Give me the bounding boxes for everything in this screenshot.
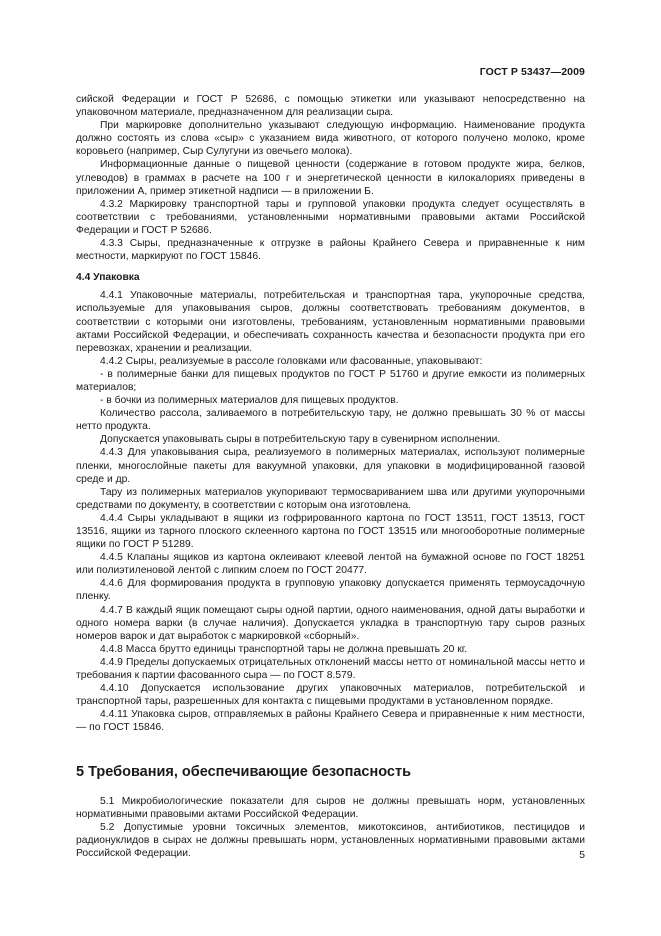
clause-4-3-2: 4.3.2 Маркировку транспортной тары и групповой упаковки продукта следует осуществлять в соответствии с требованиями, установленными нормативными правовыми актами Российской Федерации и ГОСТ Р 52686.: [76, 198, 585, 236]
clause-4-4-1: 4.4.1 Упаковочные материалы, потребительская и транспортная тара, укупорочные средства, используемые для упаковывания сыров, должны соответствовать требованиям документов, в соответствии с которыми они изготовлены, требованиям, установленным нормативными правовыми актами Российской Федерации, и обеспечивать сохранность качества и безопасности продукта при его перевозках, хранении и реализации.: [76, 290, 585, 354]
clause-4-4-7: 4.4.7 В каждый ящик помещают сыры одной партии, одного наименования, одной даты выработки и одного номера варки (в случае наличия). Допускается укладка в транспортную тару сыров разных номеров варок и дат выработок с маркировкой «сборный».: [76, 604, 585, 642]
standard-code-header: ГОСТ Р 53437—2009: [479, 66, 585, 78]
clause-4-4-3: 4.4.3 Для упаковывания сыра, реализуемого в полимерных материалах, используют полимерные пленки, многослойные пакеты для вакуумной упаковки, для упаковки в модифицированной газовой среде и др.: [76, 447, 585, 485]
clause-5-2: 5.2 Допустимые уровни токсичных элементов, микотоксинов, антибиотиков, пестицидов и радионуклидов в сырах не должны превышать норм, установленных нормативными правовыми актами Российской Федерации.: [76, 821, 585, 859]
paragraph: сийской Федерации и ГОСТ Р 52686, с помощью этикетки или указывают непосредственно на упаковочном материале, предназначенном для реализации сыра.: [76, 94, 585, 119]
clause-4-4-8: 4.4.8 Масса брутто единицы транспортной тары не должна превышать 20 кг.: [100, 643, 468, 655]
clause-4-4-11: 4.4.11 Упаковка сыров, отправляемых в районы Крайнего Севера и приравненные к ним местности, — по ГОСТ 15846.: [76, 709, 585, 734]
clause-4-4-10: 4.4.10 Допускается использование других упаковочных материалов, потребительской и транспортной тары, разрешенных для контакта с пищевыми продуктами в установленном порядке.: [76, 683, 585, 708]
paragraph: Тару из полимерных материалов укупоривают термосвариванием шва или другими укупорочными средствами по документу, в соответствии с которым она изготовлена.: [76, 486, 585, 511]
section-heading-5: 5 Требования, обеспечивающие безопасность: [76, 763, 411, 780]
clause-4-3-3: 4.3.3 Сыры, предназначенные к отгрузке в районы Крайнего Севера и приравненные к ним местности, маркируют по ГОСТ 15846.: [76, 238, 585, 263]
paragraph: Количество рассола, заливаемого в потребительскую тару, не должно превышать 30 % от массы нетто продукта.: [76, 408, 585, 433]
clause-4-4-2: 4.4.2 Сыры, реализуемые в рассоле головками или фасованные, упаковывают:: [100, 355, 483, 367]
clause-4-4-5: 4.4.5 Клапаны ящиков из картона оклеивают клеевой лентой на бумажной основе по ГОСТ 18251 или полиэтиленовой лентой с липким слоем по ГОСТ 20477.: [76, 552, 585, 577]
paragraph: Информационные данные о пищевой ценности (содержание в готовом продукте жира, белков, углеводов) в граммах в расчете на 100 г и энергетической ценности в килокалориях приведены в приложении А, пример этикетной надписи — в приложении Б.: [76, 159, 585, 197]
document-body: [76, 93, 585, 860]
clause-4-4-4: 4.4.4 Сыры укладывают в ящики из гофрированного картона по ГОСТ 13511, ГОСТ 13513, ГОСТ 13516, ящики из тарного плоского склеенного картона по ГОСТ 13515 или многооборотные полимерные ящики по ГОСТ Р 51289.: [76, 512, 585, 551]
section-heading-4-4: 4.4 Упаковка: [76, 272, 140, 284]
clause-5-1: 5.1 Микробиологические показатели для сыров не должны превышать норм, установленных нормативными правовыми актами Российской Федерации.: [76, 795, 585, 820]
page-number: 5: [579, 850, 585, 861]
paragraph: При маркировке дополнительно указывают следующую информацию. Наименование продукта должно состоять из слова «сыр» с указанием вида животного, от которого получено молоко, кроме коровьего (например, Сыр Сулугуни из овечьего молока).: [76, 120, 585, 158]
clause-4-4-6: 4.4.6 Для формирования продукта в групповую упаковку допускается применять термоусадочную пленку.: [76, 578, 585, 603]
clause-4-4-9: 4.4.9 Пределы допускаемых отрицательных отклонений массы нетто от номинальной массы нетто и требования к партии фасованного сыра — по ГОСТ 8.579.: [76, 656, 585, 682]
list-item: - в бочки из полимерных материалов для пищевых продуктов.: [100, 395, 399, 407]
paragraph: Допускается упаковывать сыры в потребительскую тару в сувенирном исполнении.: [100, 434, 501, 446]
list-item: - в полимерные банки для пищевых продуктов по ГОСТ Р 51760 и другие емкости из полимерных материалов;: [76, 368, 585, 393]
